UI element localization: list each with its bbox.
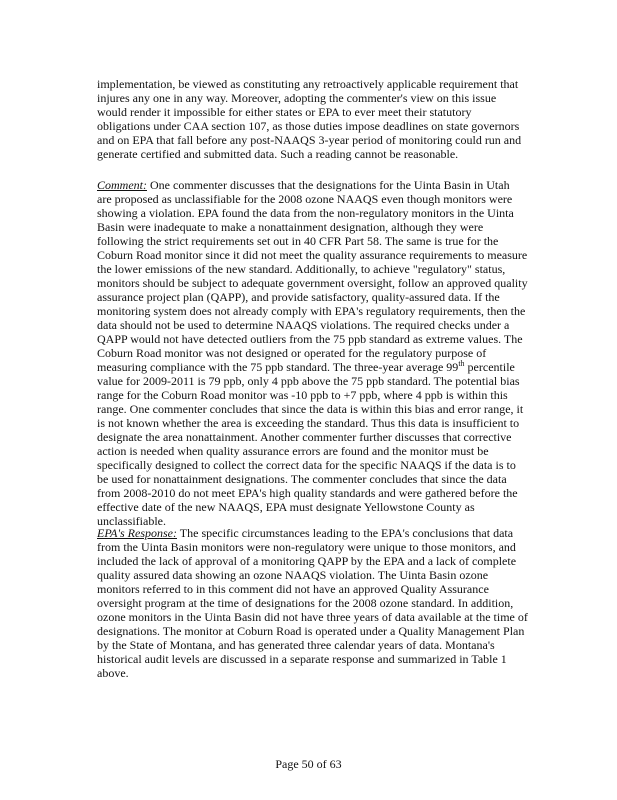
text-line: injures any one in any way. Moreover, adopting the commenter's view on this issue xyxy=(97,91,497,105)
text-line: monitoring system does not already comply with EPA's regulatory requirements, then the xyxy=(97,304,526,318)
text-line: range for the Coburn Road monitor was -10 ppb to +7 ppb, where 4 ppb is within this xyxy=(97,388,508,402)
text-line: designate the area nonattainment. Another commenter further discusses that corrective xyxy=(97,430,512,444)
text-line: above. xyxy=(97,666,129,680)
text-line xyxy=(97,526,527,540)
text-line: specifically designed to collect the correct data for the specific NAAQS if the data is to xyxy=(97,458,516,472)
text-line: the lower emissions of the new standard. Additionally, to achieve "regulatory" status, xyxy=(97,262,506,276)
text-line: included the lack of approval of a monitoring QAPP by the EPA and a lack of complete xyxy=(97,554,517,568)
text-line: Coburn Road monitor since it did not meet the quality assurance requirements to measure xyxy=(97,248,528,262)
text-line: from 2008-2010 do not meet EPA's high quality standards and were gathered before the xyxy=(97,486,518,500)
text-line: would render it impossible for either states or EPA to ever meet their statutory xyxy=(97,105,472,119)
text-line: is not known whether the area is exceeding the standard. Thus this data is insufficient to xyxy=(97,416,520,430)
text-line: ozone monitors in the Uinta Basin did not have three years of data available at the time of xyxy=(97,610,528,624)
text-line: range. One commenter concludes that since the data is within this bias and error range, it xyxy=(97,402,524,416)
text-run: The specific circumstances leading to the EPA's conclusions that data xyxy=(177,526,514,540)
text-line: by the State of Montana, and has generated three calendar years of data. Montana's xyxy=(97,638,495,652)
text-line: Coburn Road monitor was not designed or operated for the regulatory purpose of xyxy=(97,346,487,360)
text-run: One commenter discusses that the designations for the Uinta Basin in Utah xyxy=(147,178,510,192)
text-line: value for 2009-2011 is 79 ppb, only 4 ppb above the 75 ppb standard. The potential bias xyxy=(97,374,520,388)
text-line: unclassifiable. xyxy=(97,514,166,528)
page-number: Page 50 of 63 xyxy=(275,757,342,771)
text-line: historical audit levels are discussed in a separate response and summarized in Table 1 xyxy=(97,652,507,666)
text-line xyxy=(97,178,527,192)
text-line: monitors should be subject to adequate government oversight, follow an approved quality xyxy=(97,276,528,290)
text-line: Basin were inadequate to make a nonattainment designation, although they were xyxy=(97,220,484,234)
text-line: monitors referred to in this comment did not have an approved Quality Assurance xyxy=(97,582,489,596)
text-line: implementation, be viewed as constituting any retroactively applicable requirement that xyxy=(97,77,519,91)
response-paragraph xyxy=(97,526,527,680)
text-line: showing a violation. EPA found the data from the non-regulatory monitors in the Uinta xyxy=(97,206,514,220)
response-label: EPA's Response: xyxy=(97,526,177,540)
text-line: data should not be used to determine NAAQS violations. The required checks under a xyxy=(97,318,510,332)
text-line: assurance project plan (QAPP), and provide satisfactory, quality-assured data. If the xyxy=(97,290,500,304)
comment-label: Comment: xyxy=(97,178,147,192)
text-line: QAPP would not have detected outliers from the 75 ppb standard as extreme values. The xyxy=(97,332,523,346)
paragraph-continuation xyxy=(97,77,527,161)
text-line: be used for nonattainment designations. The commenter concludes that since the data xyxy=(97,472,507,486)
text-line: obligations under CAA section 107, as those duties impose deadlines on state governors xyxy=(97,119,520,133)
text-line: following the strict requirements set out in 40 CFR Part 58. The same is true for the xyxy=(97,234,499,248)
text-line: measuring compliance with the 75 ppb standard. The three-year average 99th percentile xyxy=(97,359,515,374)
comment-paragraph xyxy=(97,178,527,528)
text-line: and on EPA that fall before any post-NAAQS 3-year period of monitoring could run and xyxy=(97,133,522,147)
text-line: are proposed as unclassifiable for the 2008 ozone NAAQS even though monitors were xyxy=(97,192,513,206)
text-line: designations. The monitor at Coburn Road is operated under a Quality Management Plan xyxy=(97,624,525,638)
text-line: oversight program at the time of designations for the 2008 ozone standard. In addition, xyxy=(97,596,514,610)
text-line: effective date of the new NAAQS, EPA must designate Yellowstone County as xyxy=(97,500,475,514)
ordinal-superscript: th xyxy=(458,359,465,368)
text-line: action is needed when quality assurance errors are found and the monitor must be xyxy=(97,444,489,458)
text-line: quality assured data showing an ozone NAAQS violation. The Uinta Basin ozone xyxy=(97,568,489,582)
text-line: generate certified and submitted data. Such a reading cannot be reasonable. xyxy=(97,147,459,161)
text-line: from the Uinta Basin monitors were non-regulatory were unique to those monitors, and xyxy=(97,540,516,554)
